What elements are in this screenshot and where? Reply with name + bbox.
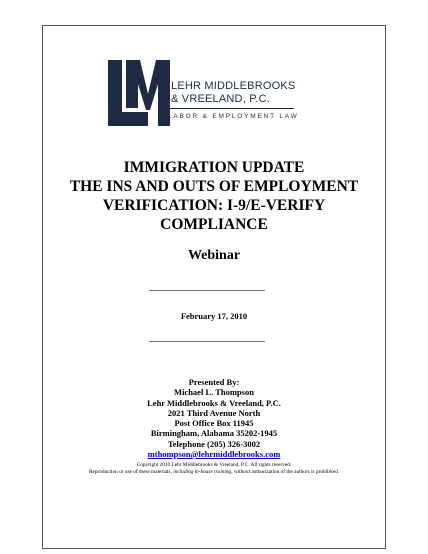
document-title [42,158,386,234]
title-line: IMMIGRATION UPDATE [123,159,305,176]
copyright-text: Reproduction or use of these materials, [88,469,174,475]
divider-bottom [149,341,265,342]
presenter-firm: Lehr Middlebrooks & Vreeland, P.C. [147,397,281,408]
presenter-name: Michael L. Thompson [174,387,254,398]
logo-divider [168,108,294,109]
presenter-block [42,377,386,459]
title-line: THE INS AND OUTS OF EMPLOYMENT [69,178,359,195]
firm-tagline: LABOR & EMPLOYMENT LAW [168,113,299,120]
document-subtitle: Webinar [187,248,241,263]
presenter-city: Birmingham, Alabama 35202-1945 [150,428,278,439]
copyright-text: without authorization of the authors is prohibited. [232,469,340,475]
copyright-line-2 [42,469,386,476]
presenter-heading: Presented By: [188,377,240,387]
copyright-notice [42,462,386,476]
firm-name-line-1: LEHR MIDDLEBROOKS [171,80,296,92]
divider-top [149,290,265,291]
presenter-po-box: Post Office Box 11945 [174,418,254,429]
presenter-phone: Telephone (205) 326-3002 [167,438,261,449]
presentation-date: February 17, 2010 [180,311,248,321]
presenter-street: 2021 Third Avenue North [167,407,261,418]
copyright-line-1: Copyright 2010 Lehr Middlebrooks & Vreeland, P.C. All rights reserved. [136,462,292,468]
title-line: VERIFICATION: I-9/E-VERIFY [102,197,326,214]
firm-name-line-2: & VREELAND, P.C. [171,93,270,105]
title-line: COMPLIANCE [160,216,268,233]
presenter-email-link[interactable]: mthompson@lehrmiddlebrooks.com [147,449,281,460]
copyright-text-italic: including in-house training, [173,469,233,475]
